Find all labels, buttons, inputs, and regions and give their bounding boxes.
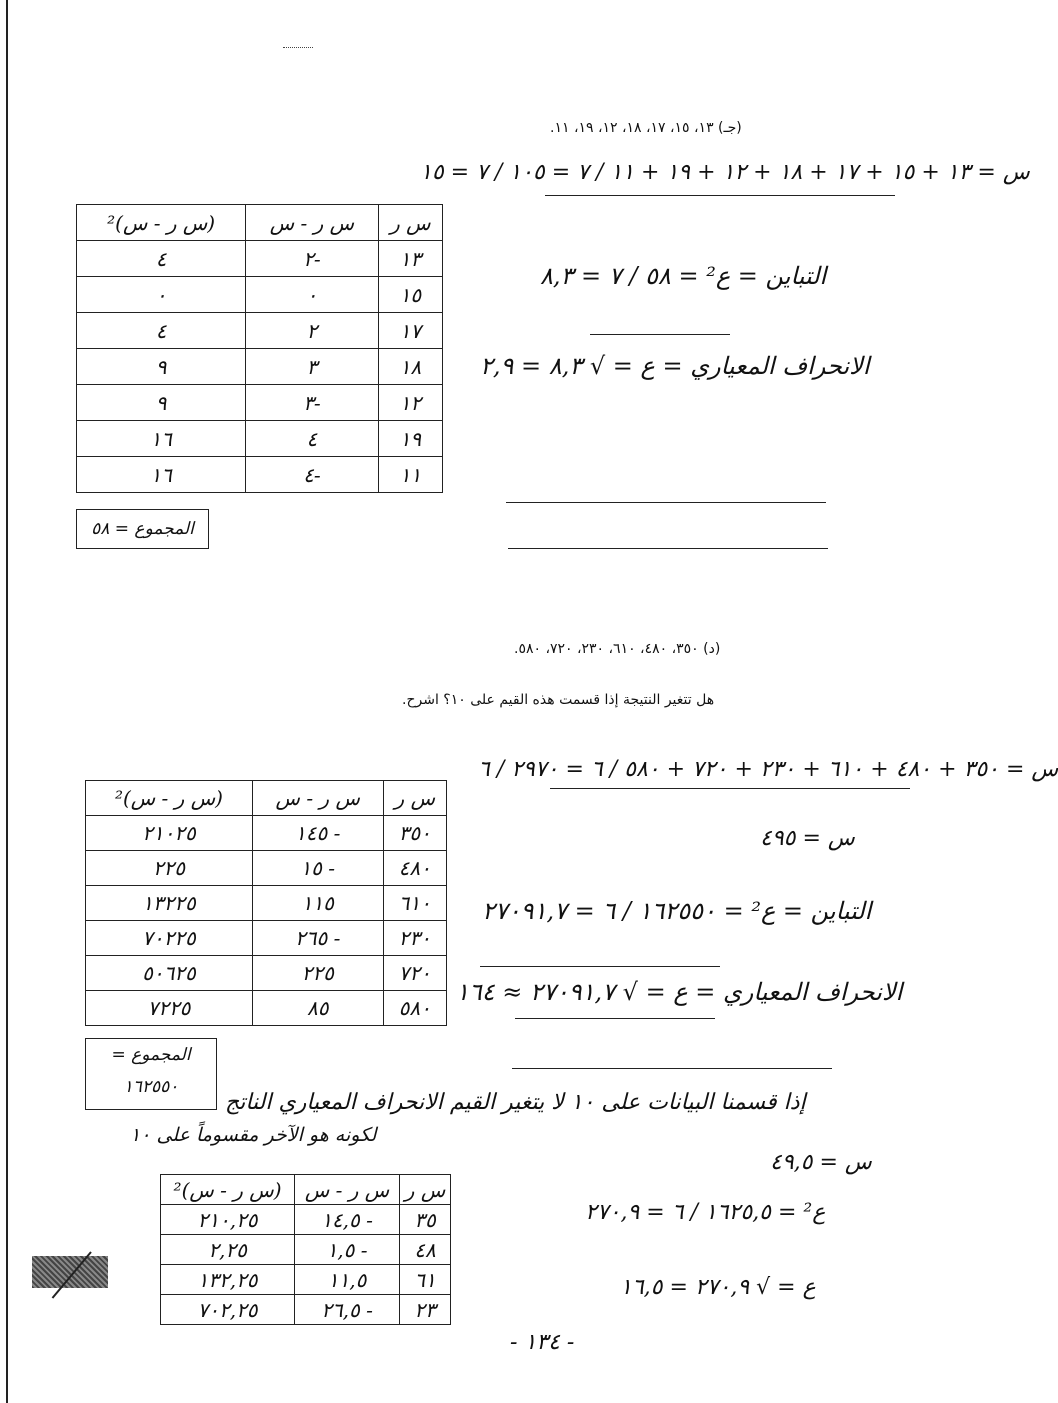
table-cell: ٧٠٢٢٥: [86, 921, 253, 956]
table-row: [86, 886, 447, 921]
top-dotted-mark: [283, 47, 313, 48]
table-cell: - ١٥: [252, 851, 383, 886]
table-header-cell: س ر - س: [252, 781, 383, 816]
section-c-fraction-bar: [545, 195, 895, 196]
table-cell: ٢١٠٢٥: [86, 816, 253, 851]
section-d-variance: التباين = ع² = ١٦٢٥٥٠ / ٦ = ٢٧٠٩١,٧: [482, 897, 872, 925]
section-d-variance2: ع² = ١٦٢٥,٥ / ٦ = ٢٧٠,٩: [585, 1200, 826, 1225]
table-row: [77, 241, 443, 277]
table-row: [86, 956, 447, 991]
section-d-table: [85, 780, 447, 1026]
section-d-std2: ع = √ ٢٧٠,٩ = ١٦,٥: [620, 1275, 816, 1300]
section-d-question: هل تتغير النتيجة إذا قسمت هذه القيم على ١٠؟ اشرح.: [402, 692, 715, 708]
section-c-table: [76, 204, 443, 493]
page-border: [6, 0, 8, 1403]
section-d-note-line2: لكونه هو الآخر مقسوماً على ١٠: [130, 1124, 377, 1146]
table-cell: ٣٥٠: [383, 816, 446, 851]
table-row: [77, 457, 443, 493]
table-cell: ١٦: [77, 421, 246, 457]
table-cell: - ٢٦,٥: [295, 1295, 400, 1325]
table-cell: ٣٥: [400, 1205, 451, 1235]
table-cell: - ١,٥: [295, 1235, 400, 1265]
table-cell: -٢: [246, 241, 378, 277]
table-cell: - ٢٦٥: [252, 921, 383, 956]
table-row: [161, 1235, 451, 1265]
answer-line: [512, 1068, 832, 1069]
section-c-label: (جـ) ١٣، ١٥، ١٧، ١٨، ١٢، ١٩، ١١.: [550, 120, 742, 136]
table-row: [77, 349, 443, 385]
section-d-mean-result: س = ٤٩٥: [760, 826, 855, 851]
table-cell: ٠: [246, 277, 378, 313]
table-cell: -٤: [246, 457, 378, 493]
table-cell: ٦١٠: [383, 886, 446, 921]
table-header-cell: س ر - س: [246, 205, 378, 241]
table-cell: ١١: [378, 457, 442, 493]
table-cell: ٠: [77, 277, 246, 313]
table-cell: ١٥: [378, 277, 442, 313]
table-header-cell: س ر: [378, 205, 442, 241]
section-d-std: الانحراف المعياري = ع = √ ٢٧٠٩١,٧ ≈ ١٦٤: [456, 978, 903, 1006]
section-d-note-line1: إذا قسمنا البيانات على ١٠ لا يتغير القيم الانحراف المعياري الناتج: [225, 1090, 806, 1115]
table-header-row: [77, 205, 443, 241]
table-header-cell: (س ر - س)²: [77, 205, 246, 241]
section-d-mean-equation: س = ٣٥٠ + ٤٨٠ + ٦١٠ + ٢٣٠ + ٧٢٠ + ٥٨٠ / ٦ = ٢٩٧٠ / ٦: [478, 757, 1058, 782]
table-cell: ١٨: [378, 349, 442, 385]
table-row: [77, 277, 443, 313]
section-d-fraction-bar: [550, 788, 910, 789]
table-cell: ٢١٠,٢٥: [161, 1205, 295, 1235]
table-header-cell: س ر - س: [295, 1175, 400, 1205]
table-cell: ٢,٢٥: [161, 1235, 295, 1265]
table-cell: ٢: [246, 313, 378, 349]
table-header-cell: س ر: [383, 781, 446, 816]
table-cell: ٢٢٥: [252, 956, 383, 991]
table-cell: ٤: [246, 421, 378, 457]
table-cell: ٧٢٢٥: [86, 991, 253, 1026]
table-header-cell: (س ر - س)²: [86, 781, 253, 816]
table-header-cell: س ر: [400, 1175, 451, 1205]
table-cell: ٤٨٠: [383, 851, 446, 886]
scanned-stamp-mark: [32, 1256, 108, 1288]
table-cell: -٣: [246, 385, 378, 421]
table-row: [161, 1205, 451, 1235]
sum-value: ١٦٢٥٥٠: [123, 1077, 179, 1097]
answer-line: [508, 548, 828, 549]
table-cell: ١٩: [378, 421, 442, 457]
table-header-row: [161, 1175, 451, 1205]
section-c-sum-box: المجموع = ٥٨: [76, 509, 209, 549]
section-d-mean2: س = ٤٩,٥: [770, 1150, 872, 1175]
table-cell: ٨٥: [252, 991, 383, 1026]
table-cell: ٩: [77, 349, 246, 385]
table-row: [77, 421, 443, 457]
table-cell: ٣: [246, 349, 378, 385]
table-cell: ٤: [77, 241, 246, 277]
table-cell: ١٦: [77, 457, 246, 493]
table-cell: ٤: [77, 313, 246, 349]
table-cell: ٢٣٠: [383, 921, 446, 956]
table-row: [86, 816, 447, 851]
sum-label: المجموع =: [111, 1045, 191, 1065]
table-cell: ١٢: [378, 385, 442, 421]
section-c-std: الانحراف المعياري = ع = √ ٨,٣ = ٢,٩: [480, 352, 870, 380]
answer-line: [506, 502, 826, 503]
table-cell: ٥٠٦٢٥: [86, 956, 253, 991]
table-cell: ٩: [77, 385, 246, 421]
section-d-label: (د) ٣٥٠، ٤٨٠، ٦١٠، ٢٣٠، ٧٢٠، ٥٨٠.: [514, 641, 721, 657]
table-cell: ٥٨٠: [383, 991, 446, 1026]
page-number: - ١٣٤ -: [510, 1330, 575, 1355]
table-cell: ١٣٢,٢٥: [161, 1265, 295, 1295]
table-row: [161, 1295, 451, 1325]
section-c-sqrt-bar: [590, 334, 730, 335]
table-row: [86, 921, 447, 956]
table-cell: ١١,٥: [295, 1265, 400, 1295]
section-c-mean-equation: س = ١٣ + ١٥ + ١٧ + ١٨ + ١٢ + ١٩ + ١١ / ٧ = ١٠٥ / ٧ = ١٥: [420, 160, 1030, 185]
section-d-sqrt-bar: [480, 966, 720, 967]
table-cell: ٧٠٢,٢٥: [161, 1295, 295, 1325]
table-cell: ١١٥: [252, 886, 383, 921]
table-row: [77, 313, 443, 349]
table-row: [161, 1265, 451, 1295]
section-d-table2: [160, 1174, 451, 1325]
table-cell: - ١٤٥: [252, 816, 383, 851]
table-cell: - ١٤,٥: [295, 1205, 400, 1235]
table-row: [77, 385, 443, 421]
section-c-variance: التباين = ع² = ٥٨ / ٧ = ٨,٣: [540, 262, 827, 290]
table-cell: ١٣٢٢٥: [86, 886, 253, 921]
table-header-cell: (س ر - س)²: [161, 1175, 295, 1205]
table-cell: ٦١: [400, 1265, 451, 1295]
section-d-sum-box: [85, 1038, 217, 1110]
answer-line: [515, 1018, 715, 1019]
table-row: [86, 851, 447, 886]
table-cell: ٧٢٠: [383, 956, 446, 991]
table-cell: ٢٣: [400, 1295, 451, 1325]
table-cell: ١٣: [378, 241, 442, 277]
table-header-row: [86, 781, 447, 816]
table-cell: ٢٢٥: [86, 851, 253, 886]
table-cell: ١٧: [378, 313, 442, 349]
table-cell: ٤٨: [400, 1235, 451, 1265]
table-row: [86, 991, 447, 1026]
